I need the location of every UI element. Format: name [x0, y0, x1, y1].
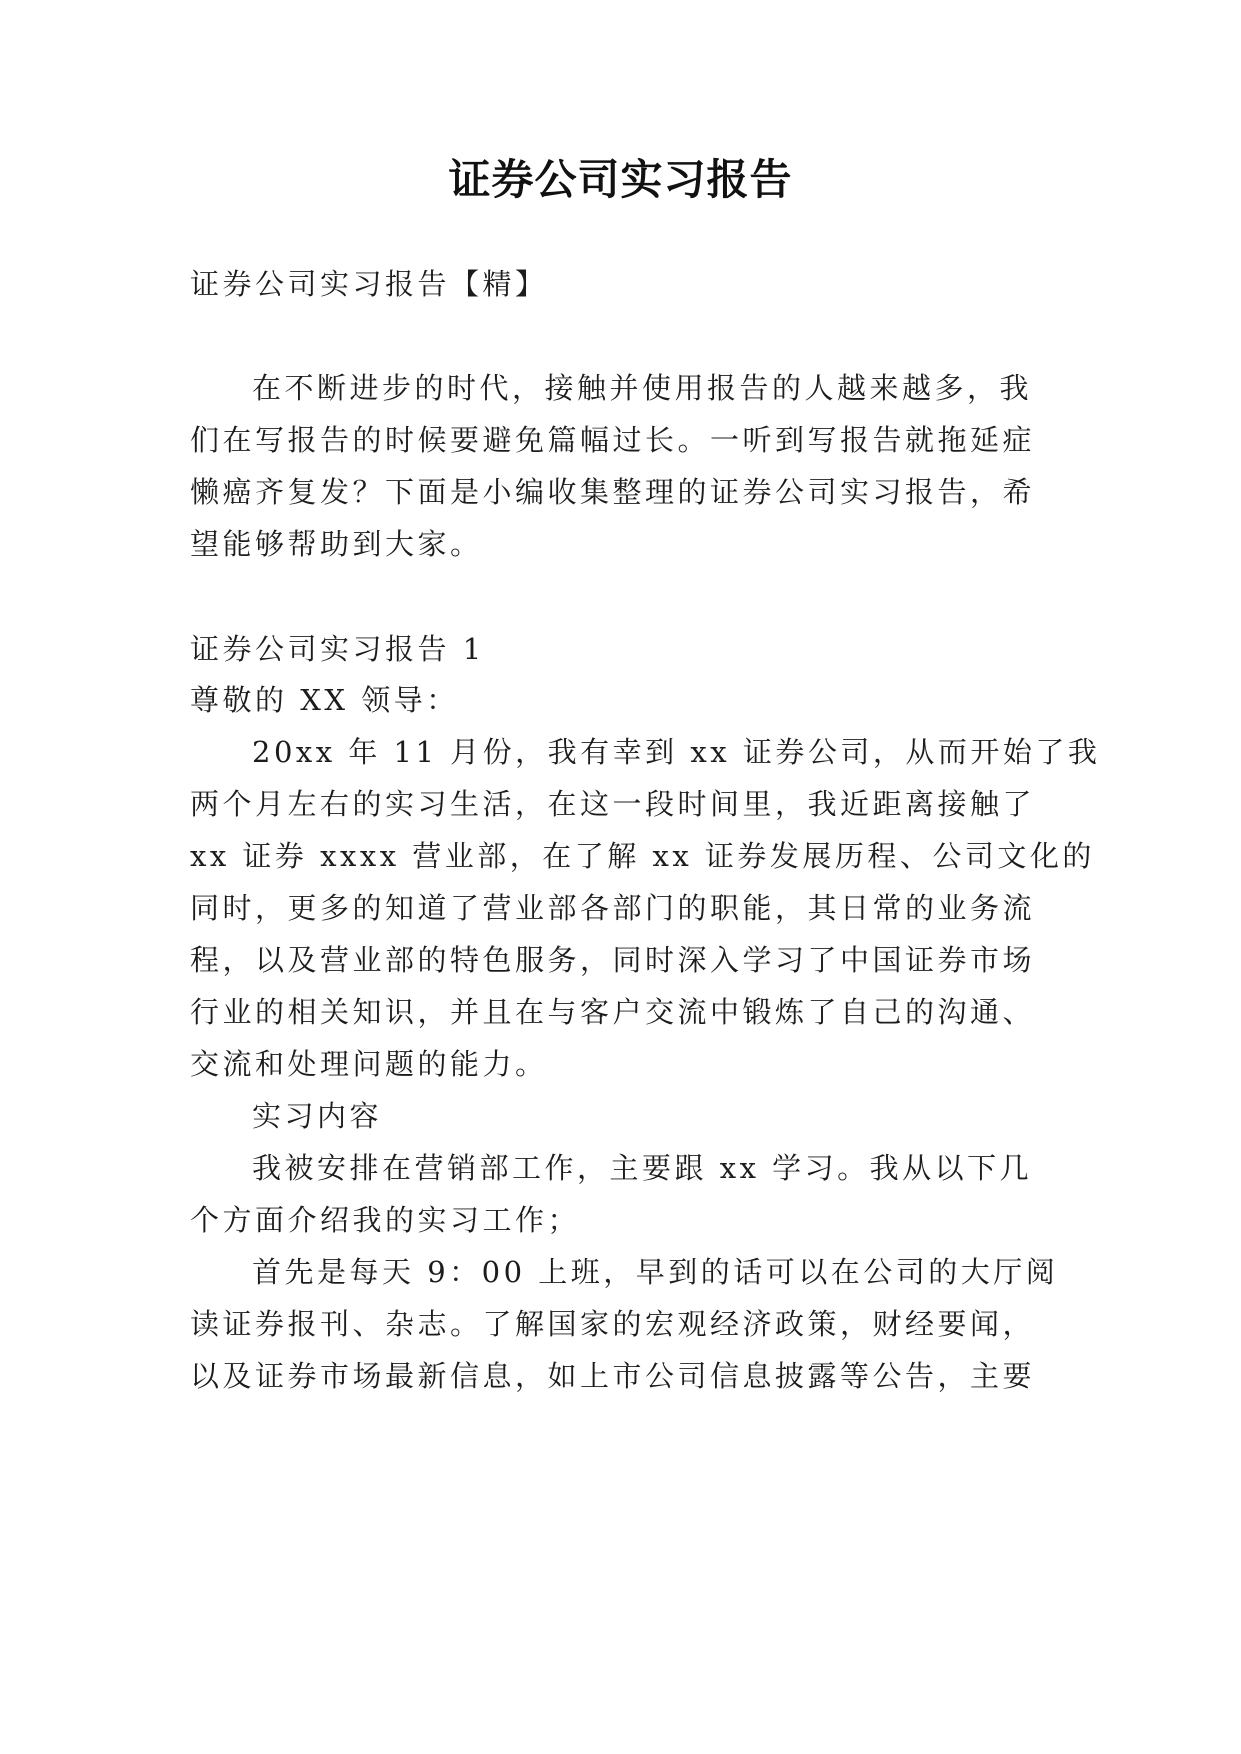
paragraph-line: 两个月左右的实习生活，在这一段时间里，我近距离接触了	[190, 787, 1036, 821]
paragraph-line: 个方面介绍我的实习工作；	[190, 1203, 581, 1237]
subheading: 实习内容	[252, 1099, 383, 1133]
paragraph-line: 以及证券市场最新信息，如上市公司信息披露等公告，主要	[190, 1359, 1036, 1393]
paragraph-line: 首先是每天 9：00 上班，早到的话可以在公司的大厅阅	[252, 1255, 1059, 1289]
intro-line: 们在写报告的时候要避免篇幅过长。一听到写报告就拖延症	[190, 423, 1036, 457]
paragraph-line: 20xx 年 11 月份，我有幸到 xx 证券公司，从而开始了我	[252, 735, 1101, 769]
paragraph-line: 程，以及营业部的特色服务，同时深入学习了中国证券市场	[190, 943, 1036, 977]
document-title: 证券公司实习报告	[448, 155, 793, 204]
document-subtitle: 证券公司实习报告【精】	[190, 267, 548, 301]
salutation: 尊敬的 XX 领导：	[190, 683, 459, 717]
section-heading: 证券公司实习报告 1	[190, 632, 485, 666]
paragraph-line: 行业的相关知识，并且在与客户交流中锻炼了自己的沟通、	[190, 995, 1036, 1029]
intro-line: 在不断进步的时代，接触并使用报告的人越来越多，我	[252, 371, 1033, 405]
intro-line: 望能够帮助到大家。	[190, 527, 483, 561]
paragraph-line: 我被安排在营销部工作，主要跟 xx 学习。我从以下几	[252, 1151, 1033, 1185]
paragraph-line: 交流和处理问题的能力。	[190, 1047, 548, 1081]
paragraph-line: xx 证券 xxxx 营业部，在了解 xx 证券发展历程、公司文化的	[190, 839, 1095, 873]
paragraph-line: 同时，更多的知道了营业部各部门的职能，其日常的业务流	[190, 891, 1036, 925]
paragraph-line: 读证券报刊、杂志。了解国家的宏观经济政策，财经要闻，	[190, 1307, 1036, 1341]
intro-line: 懒癌齐复发？下面是小编收集整理的证券公司实习报告，希	[190, 475, 1036, 509]
